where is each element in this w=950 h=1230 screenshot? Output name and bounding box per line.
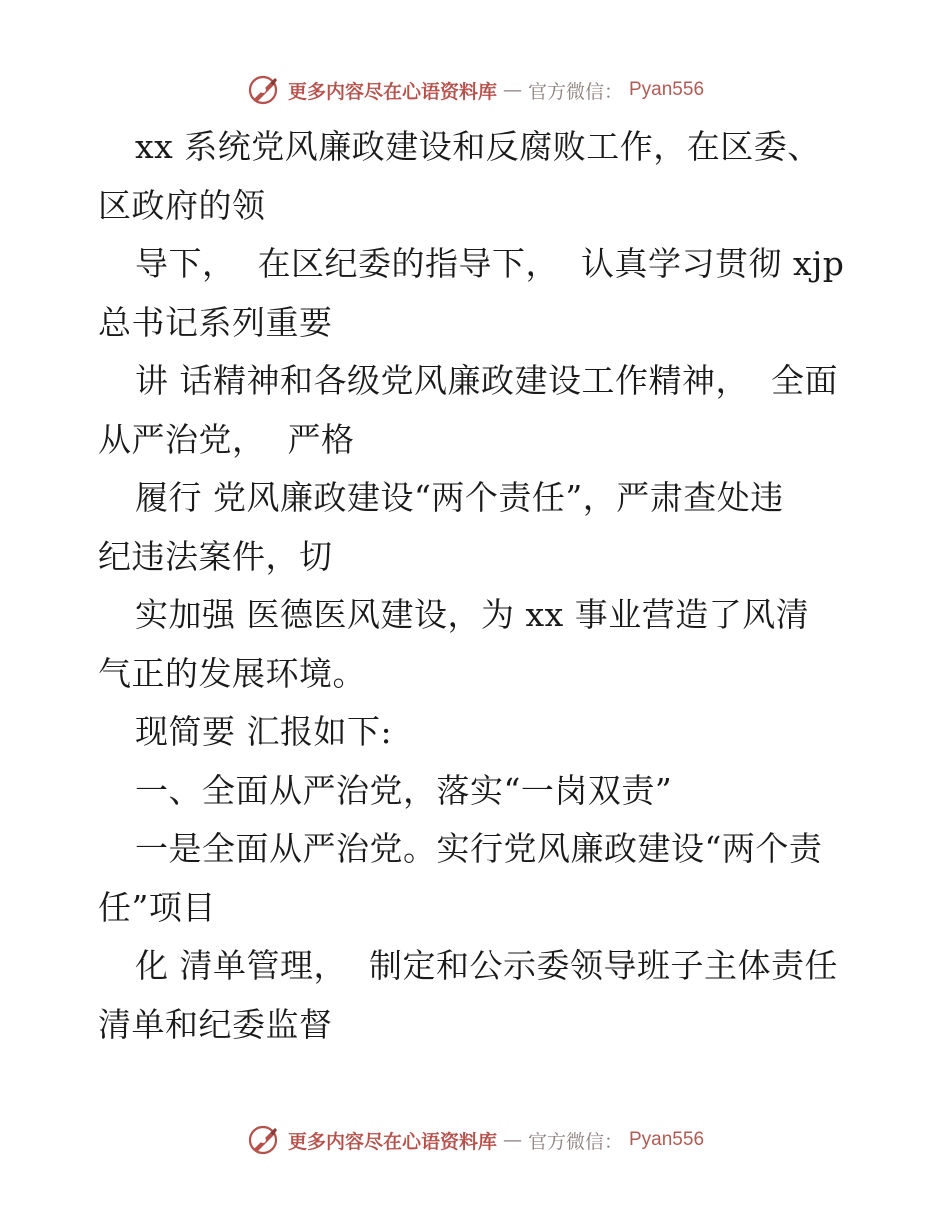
watermark-wechat-label: 官方微信： — [527, 80, 623, 103]
document-line: 一是全面从严治党。实行党风廉政建设“两个责 — [135, 829, 823, 868]
document-line: 气正的发展环境。 — [98, 653, 366, 693]
section-heading: 一、全面从严治党，落实“一岗双责” — [135, 770, 673, 810]
document-line: 现简要 汇报如下: — [135, 712, 393, 751]
watermark-wechat-id: Pyan556 — [629, 79, 705, 100]
pen-circle-logo-icon — [246, 73, 280, 107]
document-line: 任”项目 — [98, 887, 216, 927]
document-line: 纪违法案件，切 — [98, 536, 333, 576]
footer-watermark — [0, 1120, 950, 1160]
header-watermark — [0, 70, 950, 110]
document-line: xx 系统党风廉政建设和反腐败工作，在区委、 — [135, 127, 821, 166]
watermark-separator: — — [502, 79, 522, 101]
document-line: 从严治党， 严格 — [98, 419, 355, 459]
document-line: 区政府的领 — [98, 185, 266, 225]
document-line: 导下， 在区纪委的指导下， 认真学习贯彻 xjp — [135, 244, 845, 283]
watermark-separator: — — [502, 1129, 522, 1151]
document-body — [98, 118, 858, 1054]
document-line: 化 清单管理， 制定和公示委领导班子主体责任 — [135, 946, 838, 985]
watermark-site-text: 更多内容尽在心语资料库 — [287, 80, 497, 103]
document-line: 清单和纪委监督 — [98, 1004, 333, 1044]
watermark-wechat-label: 官方微信： — [527, 1130, 623, 1153]
document-line: 总书记系列重要 — [98, 302, 333, 342]
document-line: 实加强 医德医风建设，为 xx 事业营造了风清 — [135, 595, 810, 634]
watermark-wechat-id: Pyan556 — [629, 1129, 705, 1150]
document-line: 讲 话精神和各级党风廉政建设工作精神， 全面 — [135, 361, 838, 400]
pen-circle-logo-icon — [246, 1123, 280, 1157]
document-line: 履行 党风廉政建设“两个责任”，严肃查处违 — [135, 478, 784, 517]
watermark-site-text: 更多内容尽在心语资料库 — [287, 1130, 497, 1153]
